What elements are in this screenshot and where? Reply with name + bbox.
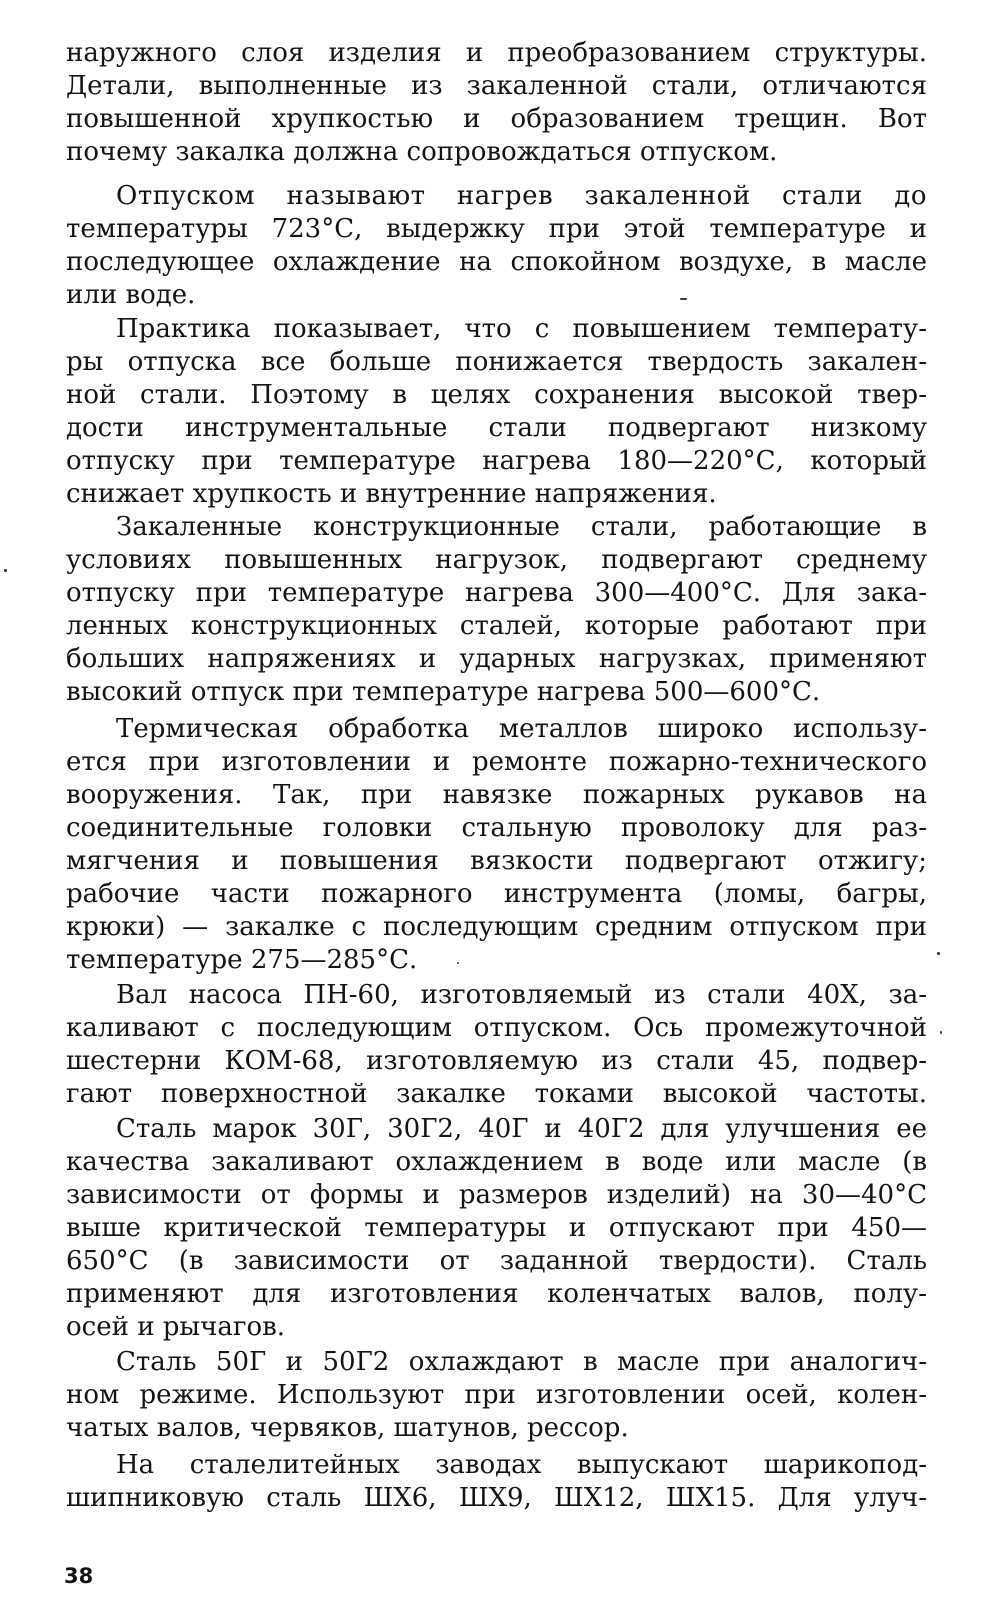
text-line-paragraph-start: Сталь марок 30Г, 30Г2, 40Г и 40Г2 для улучшения ее [116, 1114, 927, 1144]
text-line: осей и рычагов. [66, 1312, 285, 1342]
print-speck [680, 298, 687, 300]
text-line: температуры 723°С, выдержку при этой температуре и [66, 214, 927, 244]
text-line: применяют для изготовления коленчатых валов, полу- [66, 1279, 927, 1309]
text-line: условиях повышенных нагрузок, подвергают среднему [66, 545, 927, 575]
text-line: высокий отпуск при температуре нагрева 500—600°С. [66, 677, 821, 707]
text-line: дости инструментальные стали подвергают низкому [66, 413, 927, 443]
text-line: ры отпуска все больше понижается твердость закален- [66, 347, 927, 377]
text-line: температуре 275—285°С. [66, 945, 418, 975]
text-line: больших напряжениях и ударных нагрузках, применяют [66, 644, 927, 674]
text-line: 650°С (в зависимости от заданной твердости). Сталь [66, 1246, 927, 1276]
text-line-paragraph-start: Закаленные конструкционные стали, работающие в [116, 512, 927, 542]
text-line: ется при изготовлении и ремонте пожарно-технического [66, 747, 927, 777]
text-line: наружного слоя изделия и преобразованием структуры. [66, 38, 927, 68]
print-speck [457, 962, 459, 964]
text-line: зависимости от формы и размеров изделий) на 30—40°С [66, 1180, 927, 1210]
text-line: гают поверхностной закалке токами высокой частоты. [66, 1079, 927, 1109]
text-line: или воде. [66, 280, 196, 310]
text-line: снижает хрупкость и внутренние напряжения. [66, 479, 717, 509]
text-line: шестерни КОМ-68, изготовляемую из стали 45, подвер- [66, 1046, 927, 1076]
text-line-paragraph-start: На сталелитейных заводах выпускают шарикопод- [116, 1450, 927, 1480]
text-line: отпуску при температуре нагрева 300—400°С. Для зака- [66, 578, 927, 608]
text-line: крюки) — закалке с последующим средним отпуском при [66, 912, 927, 942]
text-line: последующее охлаждение на спокойном воздухе, в масле [66, 247, 927, 277]
print-speck [4, 569, 7, 572]
page-number: 38 [64, 1564, 94, 1588]
text-line: качества закаливают охлаждением в воде или масле (в [66, 1147, 927, 1177]
text-line: соединительные головки стальную проволоку для раз- [66, 813, 927, 843]
text-line: мягчения и повышения вязкости подвергают отжигу; [66, 846, 927, 876]
text-line: отпуску при температуре нагрева 180—220°С, который [66, 446, 927, 476]
text-line-paragraph-start: Отпуском называют нагрев закаленной стали до [116, 181, 927, 211]
text-line: рабочие части пожарного инструмента (ломы, багры, [66, 879, 927, 909]
print-speck [940, 1031, 942, 1034]
text-line: ленных конструкционных сталей, которые работают при [66, 611, 927, 641]
text-line-paragraph-start: Вал насоса ПН-60, изготовляемый из стали 40Х, за- [116, 980, 927, 1010]
text-line-paragraph-start: Сталь 50Г и 50Г2 охлаждают в масле при аналогич- [116, 1347, 927, 1377]
text-line: вооружения. Так, при навязке пожарных рукавов на [66, 780, 927, 810]
text-line: каливают с последующим отпуском. Ось промежуточной [66, 1013, 927, 1043]
text-line: повышенной хрупкостью и образованием трещин. Вот [66, 104, 927, 134]
text-line: шипниковую сталь ШХ6, ШХ9, ШХ12, ШХ15. Для улуч- [66, 1483, 927, 1513]
print-speck [937, 952, 940, 955]
text-line-paragraph-start: Практика показывает, что с повышением температу- [116, 314, 927, 344]
text-line: ном режиме. Используют при изготовлении осей, колен- [66, 1380, 927, 1410]
text-line: Детали, выполненные из закаленной стали, отличаются [66, 71, 927, 101]
text-line: выше критической температуры и отпускают при 450— [66, 1213, 927, 1243]
text-line: чатых валов, червяков, шатунов, рессор. [66, 1413, 629, 1443]
text-line: ной стали. Поэтому в целях сохранения высокой твер- [66, 380, 927, 410]
text-line: почему закалка должна сопровождаться отпуском. [66, 137, 778, 167]
text-line-paragraph-start: Термическая обработка металлов широко использу- [116, 714, 927, 744]
